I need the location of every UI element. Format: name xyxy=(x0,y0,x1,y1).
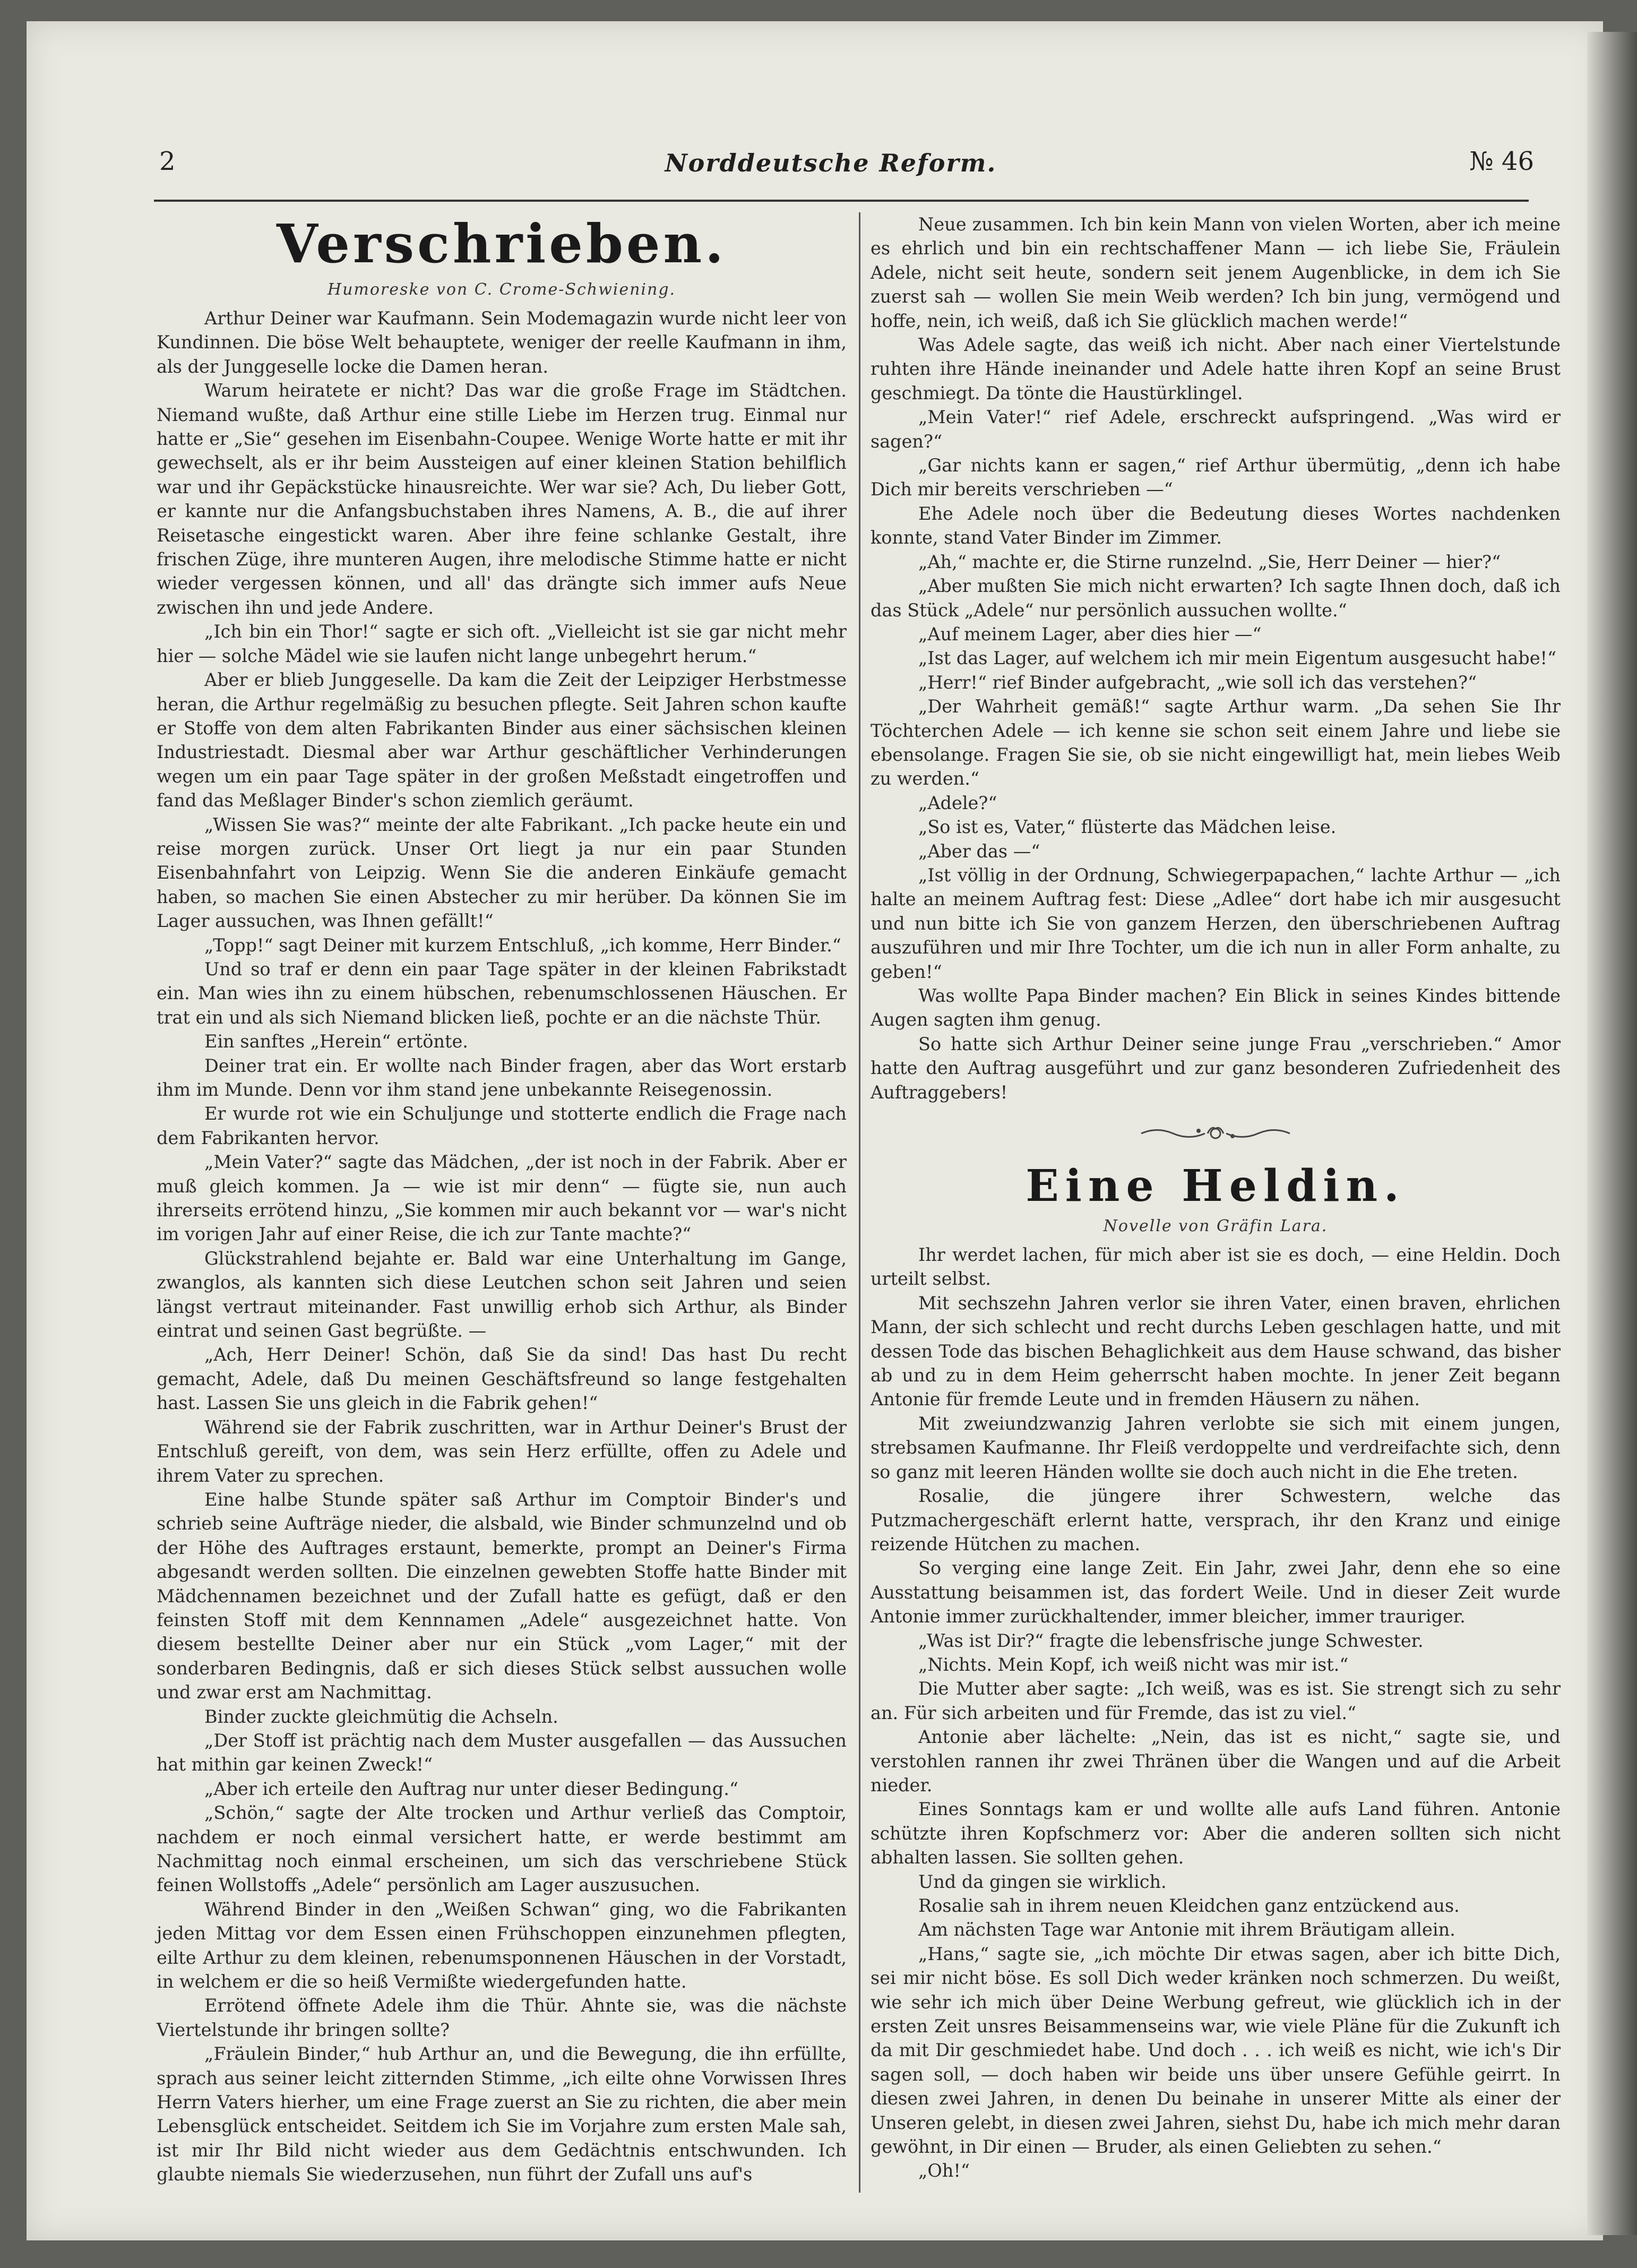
article-body xyxy=(871,1243,1561,2183)
paragraph: „Schön,“ sagte der Alte trocken und Arthur verließ das Comptoir, nachdem er noch einmal versichert hatte, er werde bestimmt am Nachmittag noch einmal erscheinen, um sich das verschriebene Stück feinen Wollstoffs „Adele“ persönlich am Lager auszusuchen. xyxy=(157,1802,847,1896)
paragraph: Rosalie sah in ihrem neuen Kleidchen ganz entzückend aus. xyxy=(918,1895,1460,1916)
paragraph: „Mein Vater!“ rief Adele, erschreckt aufspringend. „Was wird er sagen?“ xyxy=(871,407,1561,452)
floral-divider-icon xyxy=(1136,1120,1295,1147)
paragraph: „Adele?“ xyxy=(918,792,997,813)
article-body-continued xyxy=(871,212,1561,1104)
paragraph: „Was ist Dir?“ fragte die lebensfrische junge Schwester. xyxy=(918,1630,1424,1651)
page-binding-edge xyxy=(1587,32,1637,2235)
paragraph: „Ist das Lager, auf welchem ich mir mein Eigentum ausgesucht habe!“ xyxy=(918,648,1557,669)
issue-number: № 46 xyxy=(1469,147,1534,176)
paragraph: Errötend öffnete Adele ihm die Thür. Ahnte sie, was die nächste Viertelstunde ihr bringen sollte? xyxy=(157,1995,847,2040)
paragraph: „Auf meinem Lager, aber dies hier —“ xyxy=(918,623,1262,645)
paragraph: Ein sanftes „Herein“ ertönte. xyxy=(204,1031,468,1052)
paragraph: „Ich bin ein Thor!“ sagte er sich oft. „Vielleicht ist sie gar nicht mehr hier — solche Mädel wie sie laufen nicht lange unbegehrt herum.“ xyxy=(157,621,847,666)
paragraph: „Herr!“ rief Binder aufgebracht, „wie soll ich das verstehen?“ xyxy=(918,672,1477,693)
paragraph: „Gar nichts kann er sagen,“ rief Arthur übermütig, „denn ich habe Dich mir bereits verschrieben —“ xyxy=(871,455,1561,500)
paragraph: Er wurde rot wie ein Schuljunge und stotterte endlich die Frage nach dem Fabrikanten hervor. xyxy=(157,1103,847,1148)
paragraph: „Ach, Herr Deiner! Schön, daß Sie da sind! Das hast Du recht gemacht, Adele, daß Du meinen Geschäftsfreund so lange festgehalten hast. Lassen Sie uns gleich in die Fabrik gehen!“ xyxy=(157,1344,847,1414)
page-header xyxy=(127,147,1534,194)
paragraph: „Topp!“ sagt Deiner mit kurzem Entschluß, „ich komme, Herr Binder.“ xyxy=(204,934,841,956)
paragraph: Während Binder in den „Weißen Schwan“ ging, wo die Fabrikanten jeden Mittag vor dem Essen einen Frühschoppen einzunehmen pflegten, eilte Arthur zu dem kleinen, rebenumsponnenen Häuschen in der Vorstadt, in welchem er die so heiß Vermißte wiedergefunden hatte. xyxy=(157,1898,847,1992)
paragraph: „Ist völlig in der Ordnung, Schwiegerpapachen,“ lachte Arthur — „ich halte an meinem Auftrag fest: Diese „Adlee“ dort habe ich mir ausgesucht und nun bitte ich Sie von ganzem Herzen, den überschriebenen Auftrag auszuführen und mir Ihre Tochter, um die ich nun in aller Form anhalte, zu geben!“ xyxy=(871,864,1561,982)
paragraph: „Aber das —“ xyxy=(918,840,1040,862)
paragraph: Binder zuckte gleichmütig die Achseln. xyxy=(204,1706,558,1727)
paragraph: „Der Stoff ist prächtig nach dem Muster ausgefallen — das Aussuchen hat mithin gar keinen Zweck!“ xyxy=(157,1730,847,1775)
paragraph: Die Mutter aber sagte: „Ich weiß, was es ist. Sie strengt sich zu sehr an. Für sich arbeiten und für Fremde, das ist zu viel.“ xyxy=(871,1678,1561,1723)
article-title: Eine Heldin. xyxy=(1026,1161,1406,1212)
paragraph: Mit zweiundzwanzig Jahren verlobte sie sich mit einem jungen, strebsamen Kaufmanne. Ihr Fleiß verdoppelte und verdreifachte sich, denn so ganz mit leeren Händen wollte sie doch auch nicht in die Ehe treten. xyxy=(871,1413,1561,1482)
paragraph: Warum heiratete er nicht? Das war die große Frage im Städtchen. Niemand wußte, daß Arthur eine stille Liebe im Herzen trug. Einmal nur hatte er „Sie“ gesehen im Eisenbahn-Coupee. Wenige Worte hatte er mit ihr gewechselt, als er ihr beim Aussteigen auf einer kleinen Station behilflich war und ihr Gepäckstücke hinausreichte. Wer war sie? Ach, Du lieber Gott, er kannte nur die Anfangsbuchstaben ihres Namens, A. B., die auf ihrer Reisetasche eingestickt waren. Aber ihre feine schlanke Gestalt, ihre frischen Züge, ihre munteren Augen, ihre melodische Stimme hatte er nicht wieder vergessen können, und all' das drängte sich immer aufs Neue zwischen ihn und jede Andere. xyxy=(157,380,847,618)
paragraph: „Fräulein Binder,“ hub Arthur an, und die Bewegung, die ihn erfüllte, sprach aus seiner leicht zitternden Stimme, „ich eilte ohne Vorwissen Ihres Herrn Vaters hierher, um eine Frage zuerst an Sie zu richten, die aber mein Lebensglück entscheidet. Seitdem ich Sie im Vorjahre zum ersten Male sah, ist mir Ihr Bild nicht wieder aus dem Gedächtnis entschwunden. Ich glaubte niemals Sie wiederzusehen, nun führt der Zufall uns auf's xyxy=(157,2043,847,2185)
article-title: Verschrieben. xyxy=(277,212,727,275)
paragraph: „Hans,“ sagte sie, „ich möchte Dir etwas sagen, aber ich bitte Dich, sei mir nicht böse. Es soll Dich weder kränken noch schmerzen. Du weißt, wie sehr ich mich über Deine Werbung gefreut, wie glücklich ich in der ersten Zeit unsres Beisammenseins war, wie viele Pläne für die Zukunft ich da mit Dir geschmiedet habe. Und doch . . . ich weiß es nicht, wie ich's Dir sagen soll, — doch haben wir beide uns über unsere Gefühle geirrt. In diesen zwei Jahren, in denen Du beinahe in unserer Mitte als einer der Unseren gelebt, in diesen zwei Jahren, siehst Du, habe ich mich mehr daran gewöhnt, in Dir einen — Bruder, als einen Geliebten zu sehen.“ xyxy=(871,1943,1561,2158)
paragraph: Deiner trat ein. Er wollte nach Binder fragen, aber das Wort erstarb ihm im Munde. Denn vor ihm stand jene unbekannte Reisegenossin. xyxy=(157,1055,847,1100)
paragraph: Neue zusammen. Ich bin kein Mann von vielen Worten, aber ich meine es ehrlich und bin ein rechtschaffener Mann — ich liebe Sie, Fräulein Adele, nicht seit heute, sondern seit jenem Augenblicke, in dem ich Sie zuerst sah — wollen Sie mein Weib werden? Ich bin jung, vermögend und hoffe, nein, ich weiß, daß ich Sie glücklich machen werde!“ xyxy=(871,214,1561,331)
paragraph: Und so traf er denn ein paar Tage später in der kleinen Fabrikstadt ein. Man wies ihn zu einem hübschen, rebenumschlossenen Häuschen. Er trat ein und als sich Niemand blicken ließ, pochte er an die nächste Thür. xyxy=(157,958,847,1028)
paragraph: „Ah,“ machte er, die Stirne runzelnd. „Sie, Herr Deiner — hier?“ xyxy=(918,551,1501,572)
paragraph: Ehe Adele noch über die Bedeutung dieses Wortes nachdenken konnte, stand Vater Binder im Zimmer. xyxy=(871,503,1561,548)
article-byline: Humoreske von C. Crome-Schwiening. xyxy=(327,280,676,299)
paragraph: „Der Wahrheit gemäß!“ sagte Arthur warm. „Da sehen Sie Ihr Töchterchen Adele — ich kenne sie schon seit einem Jahre und liebe sie ebensolange. Fragen Sie sie, ob sie nicht eingewilligt hat, mein liebes Weib zu werden.“ xyxy=(871,696,1561,789)
paragraph: So verging eine lange Zeit. Ein Jahr, zwei Jahr, denn ehe so eine Ausstattung beisammen ist, das fordert Weile. Und in dieser Zeit wurde Antonie immer zurückhaltender, immer bleicher, immer trauriger. xyxy=(871,1558,1561,1627)
paragraph: Was Adele sagte, das weiß ich nicht. Aber nach einer Viertelstunde ruhten ihre Hände ineinander und Adele hatte ihren Kopf an seine Brust geschmiegt. Da tönte die Haustürklingel. xyxy=(871,334,1561,403)
paragraph: Arthur Deiner war Kaufmann. Sein Modemagazin wurde nicht leer von Kundinnen. Die böse Welt behauptete, weniger der reelle Kaufmann in ihm, als der Junggeselle locke die Damen heran. xyxy=(157,308,847,377)
paragraph: „Wissen Sie was?“ meinte der alte Fabrikant. „Ich packe heute ein und reise morgen zurück. Unser Ort liegt ja nur ein paar Stunden Eisenbahnfahrt von Leipzig. Wenn Sie die anderen Einkäufe gemacht haben, so machen Sie einen Abstecher zu mir herüber. Da können Sie im Lager aussuchen, was Ihnen gefällt!“ xyxy=(157,814,847,932)
paragraph: „Mein Vater?“ sagte das Mädchen, „der ist noch in der Fabrik. Aber er muß gleich kommen. Ja — wie ist mir denn“ — fügte sie, nun auch ihrerseits errötend hinzu, „Sie kommen mir auch bekannt vor — war's nicht im vorigen Jahr auf einer Reise, die ich zur Tante machte?“ xyxy=(157,1152,847,1245)
paragraph: Und da gingen sie wirklich. xyxy=(918,1871,1167,1892)
paragraph: Ihr werdet lachen, für mich aber ist sie es doch, — eine Heldin. Doch urteilt selbst. xyxy=(871,1244,1561,1290)
paragraph: Eines Sonntags kam er und wollte alle aufs Land führen. Antonie schützte ihren Kopfschmerz vor: Aber die anderen sollten sich nicht abhalten lassen. Sie sollten gehen. xyxy=(871,1799,1561,1868)
newspaper-name: Norddeutsche Reform. xyxy=(665,149,997,177)
paragraph: „So ist es, Vater,“ flüsterte das Mädchen leise. xyxy=(918,817,1337,838)
paragraph: Antonie aber lächelte: „Nein, das ist es nicht,“ sagte sie, und verstohlen rannen ihr zwei Thränen über die Wangen und auf die Arbeit nieder. xyxy=(871,1726,1561,1796)
column-divider xyxy=(859,212,860,2193)
paragraph: „Nichts. Mein Kopf, ich weiß nicht was mir ist.“ xyxy=(918,1654,1349,1675)
left-column xyxy=(157,212,847,2187)
paragraph: Aber er blieb Junggeselle. Da kam die Zeit der Leipziger Herbstmesse heran, die Arthur regelmäßig zu besuchen pflegte. Seit Jahren schon kaufte er Stoffe von dem alten Fabrikanten Binder aus einer sächsischen kleinen Industriestadt. Diesmal aber war Arthur geschäftlicher Verhinderungen wegen um ein paar Tage später in der großen Meßstadt eingetroffen und fand das Meßlager Binder's schon ziemlich geräumt. xyxy=(157,669,847,811)
paragraph: So hatte sich Arthur Deiner seine junge Frau „verschrieben.“ Amor hatte den Auftrag ausgeführt und zur ganz besonderen Zufriedenheit des Auftraggebers! xyxy=(871,1033,1561,1103)
article-body xyxy=(157,306,847,2187)
paragraph: Was wollte Papa Binder machen? Ein Blick in seines Kindes bittende Augen sagten ihm genug. xyxy=(871,985,1561,1030)
paragraph: „Aber ich erteile den Auftrag nur unter dieser Bedingung.“ xyxy=(204,1778,738,1799)
paragraph: Eine halbe Stunde später saß Arthur im Comptoir Binder's und schrieb seine Aufträge nieder, die alsbald, wie Binder schmunzelnd und ob der Höhe des Auftrages erstaunt, bemerkte, prompt an Deiner's Firma abgesandt werden sollten. Die einzelnen gewebten Stoffe hatte Binder mit Mädchennamen bezeichnet und der Zufall hatte es gefügt, daß er den feinsten Stoff mit dem Kennnamen „Adele“ ausgezeichnet hatte. Von diesem bestellte Deiner aber nur ein Stück „vom Lager,“ mit der sonderbaren Bedingnis, daß er sich dieses Stück selbst aussuchen wolle und zwar erst am Nachmittag. xyxy=(157,1489,847,1703)
paragraph: Während sie der Fabrik zuschritten, war in Arthur Deiner's Brust der Entschluß gereift, von dem, was sein Herz erfüllte, offen zu Adele und ihrem Vater zu sprechen. xyxy=(157,1416,847,1486)
paragraph: Rosalie, die jüngere ihrer Schwestern, welche das Putzmachergeschäft erlernt hatte, versprach, ihr den Kranz und einige reizende Hütchen zu machen. xyxy=(871,1485,1561,1554)
right-column xyxy=(871,212,1561,2183)
paragraph: „Aber mußten Sie mich nicht erwarten? Ich sagte Ihnen doch, daß ich das Stück „Adele“ nur persönlich aussuchen wollte.“ xyxy=(871,575,1561,621)
page-number: 2 xyxy=(159,147,176,176)
paragraph: Glückstrahlend bejahte er. Bald war eine Unterhaltung im Gange, zwanglos, als kannten sich diese Leutchen schon seit Jahren und seien längst vertraut miteinander. Fast unwillig erhob sich Arthur, als Binder eintrat und seinen Gast begrüßte. — xyxy=(157,1248,847,1342)
header-rule xyxy=(154,200,1529,202)
paragraph: Mit sechszehn Jahren verlor sie ihren Vater, einen braven, ehrlichen Mann, der sich schlecht und recht durchs Leben geschlagen hatte, und mit dessen Tode das bischen Behaglichkeit aus dem Hause schwand, das bisher ab und zu in dem Heim geherrscht haben mochte. In jener Zeit begann Antonie für fremde Leute und in fremden Häusern zu nähen. xyxy=(871,1292,1561,1410)
article-byline: Novelle von Gräfin Lara. xyxy=(1103,1217,1328,1236)
paragraph: „Oh!“ xyxy=(918,2160,970,2181)
paragraph: Am nächsten Tage war Antonie mit ihrem Bräutigam allein. xyxy=(918,1919,1455,1940)
